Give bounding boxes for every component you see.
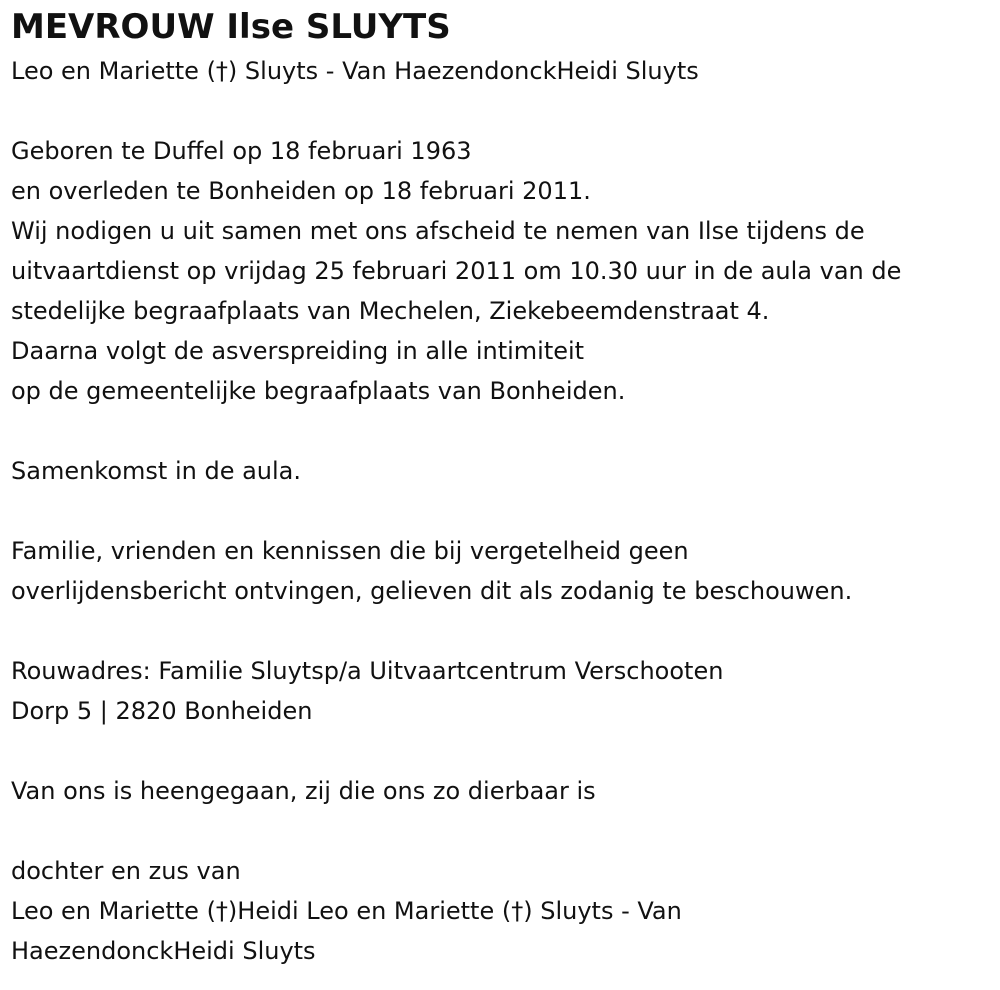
- page-title: MEVROUW Ilse SLUYTS: [11, 7, 451, 47]
- death-line: en overleden te Bonheiden op 18 februari 2011.: [11, 177, 591, 205]
- notice-line: overlijdensbericht ontvingen, gelieven dit als zodanig te beschouwen.: [11, 577, 853, 605]
- family-line: Leo en Mariette (†)Heidi Leo en Mariette (†) Sluyts - Van: [11, 897, 682, 925]
- spacer: [11, 611, 996, 651]
- birth-line: Geboren te Duffel op 18 februari 1963: [11, 137, 472, 165]
- quote-line: Van ons is heengegaan, zij die ons zo dierbaar is: [11, 777, 596, 805]
- address-line: Dorp 5 | 2820 Bonheiden: [11, 697, 313, 725]
- spacer: [11, 91, 996, 131]
- invitation-line: stedelijke begraafplaats van Mechelen, Ziekebeemdenstraat 4.: [11, 297, 770, 325]
- spacer: [11, 411, 996, 451]
- invitation-line: Wij nodigen u uit samen met ons afscheid te nemen van Ilse tijdens de: [11, 217, 865, 245]
- family-subtitle: Leo en Mariette (†) Sluyts - Van HaezendonckHeidi Sluyts: [11, 57, 699, 85]
- invitation-line: Daarna volgt de asverspreiding in alle intimiteit: [11, 337, 585, 365]
- spacer: [11, 731, 996, 771]
- obituary-document: [11, 4, 996, 971]
- family-line: HaezendonckHeidi Sluyts: [11, 937, 316, 965]
- family-line: dochter en zus van: [11, 857, 241, 885]
- address-line: Rouwadres: Familie Sluytsp/a Uitvaartcentrum Verschooten: [11, 657, 724, 685]
- invitation-line: uitvaartdienst op vrijdag 25 februari 2011 om 10.30 uur in de aula van de: [11, 257, 902, 285]
- notice-line: Familie, vrienden en kennissen die bij vergetelheid geen: [11, 537, 689, 565]
- gathering-line: Samenkomst in de aula.: [11, 457, 302, 485]
- spacer: [11, 491, 996, 531]
- invitation-line: op de gemeentelijke begraafplaats van Bonheiden.: [11, 377, 626, 405]
- spacer: [11, 811, 996, 851]
